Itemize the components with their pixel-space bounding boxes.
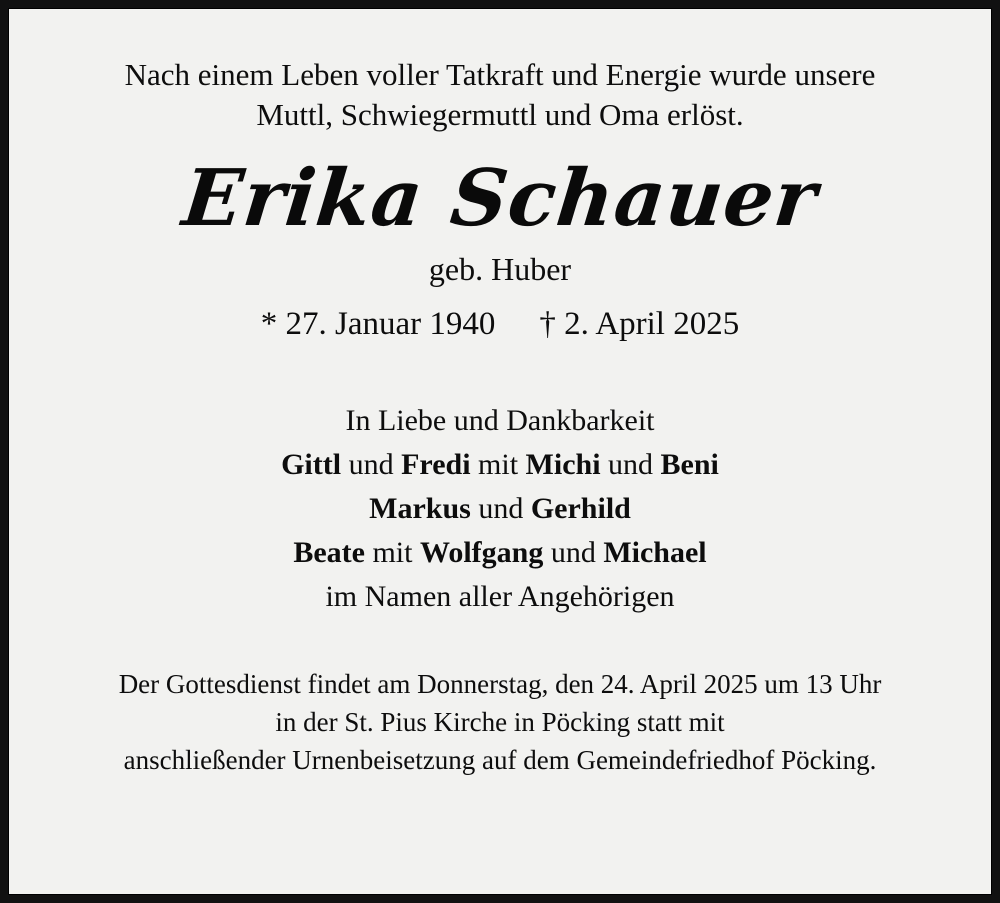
tribute-footer: im Namen aller Angehörigen (325, 579, 675, 613)
tribute-conjunction: und (600, 448, 661, 482)
tribute-name: Wolfgang (419, 535, 544, 569)
intro-line-1: Nach einem Leben voller Tatkraft und Energie wurde unsere (124, 57, 876, 92)
tribute-line (37, 487, 963, 531)
tribute-conjunction: mit (364, 535, 420, 569)
tribute-line (37, 531, 963, 575)
tribute-name: Fredi (401, 448, 471, 482)
maiden-name: geb. Huber (428, 251, 572, 288)
tribute-name: Michael (603, 535, 707, 569)
service-line-3: anschließender Urnenbeisetzung auf dem Gemeindefriedhof Pöcking. (123, 745, 877, 776)
service-line-1: Der Gottesdienst findet am Donnerstag, den 24. April 2025 um 13 Uhr (118, 669, 882, 700)
obituary-paper (8, 8, 992, 895)
tribute-conjunction: und (543, 535, 604, 569)
tribute-name: Michi (525, 448, 601, 482)
tribute-name: Gittl (281, 448, 342, 482)
name-block (37, 152, 963, 344)
tribute-conjunction: und (341, 448, 402, 482)
service-line-2: in der St. Pius Kirche in Pöcking statt mit (275, 707, 725, 738)
tribute-conjunction: mit (470, 448, 526, 482)
birth-date: * 27. Januar 1940 (260, 306, 496, 343)
deceased-name: Erika Schauer (178, 152, 822, 244)
death-date: † 2. April 2025 (539, 306, 740, 343)
tribute-name: Markus (369, 492, 471, 526)
service-details (37, 666, 963, 779)
tribute-name: Beate (293, 535, 365, 569)
tribute-conjunction: und (470, 492, 531, 526)
intro-text (37, 55, 963, 136)
intro-line-2: Muttl, Schwiegermuttl und Oma erlöst. (256, 97, 744, 133)
tribute-name: Gerhild (530, 492, 631, 526)
life-dates (37, 306, 963, 343)
tribute-line (37, 443, 963, 487)
tribute-name: Beni (660, 448, 719, 482)
tribute-block (37, 399, 963, 618)
tribute-heading: In Liebe und Dankbarkeit (345, 404, 655, 438)
